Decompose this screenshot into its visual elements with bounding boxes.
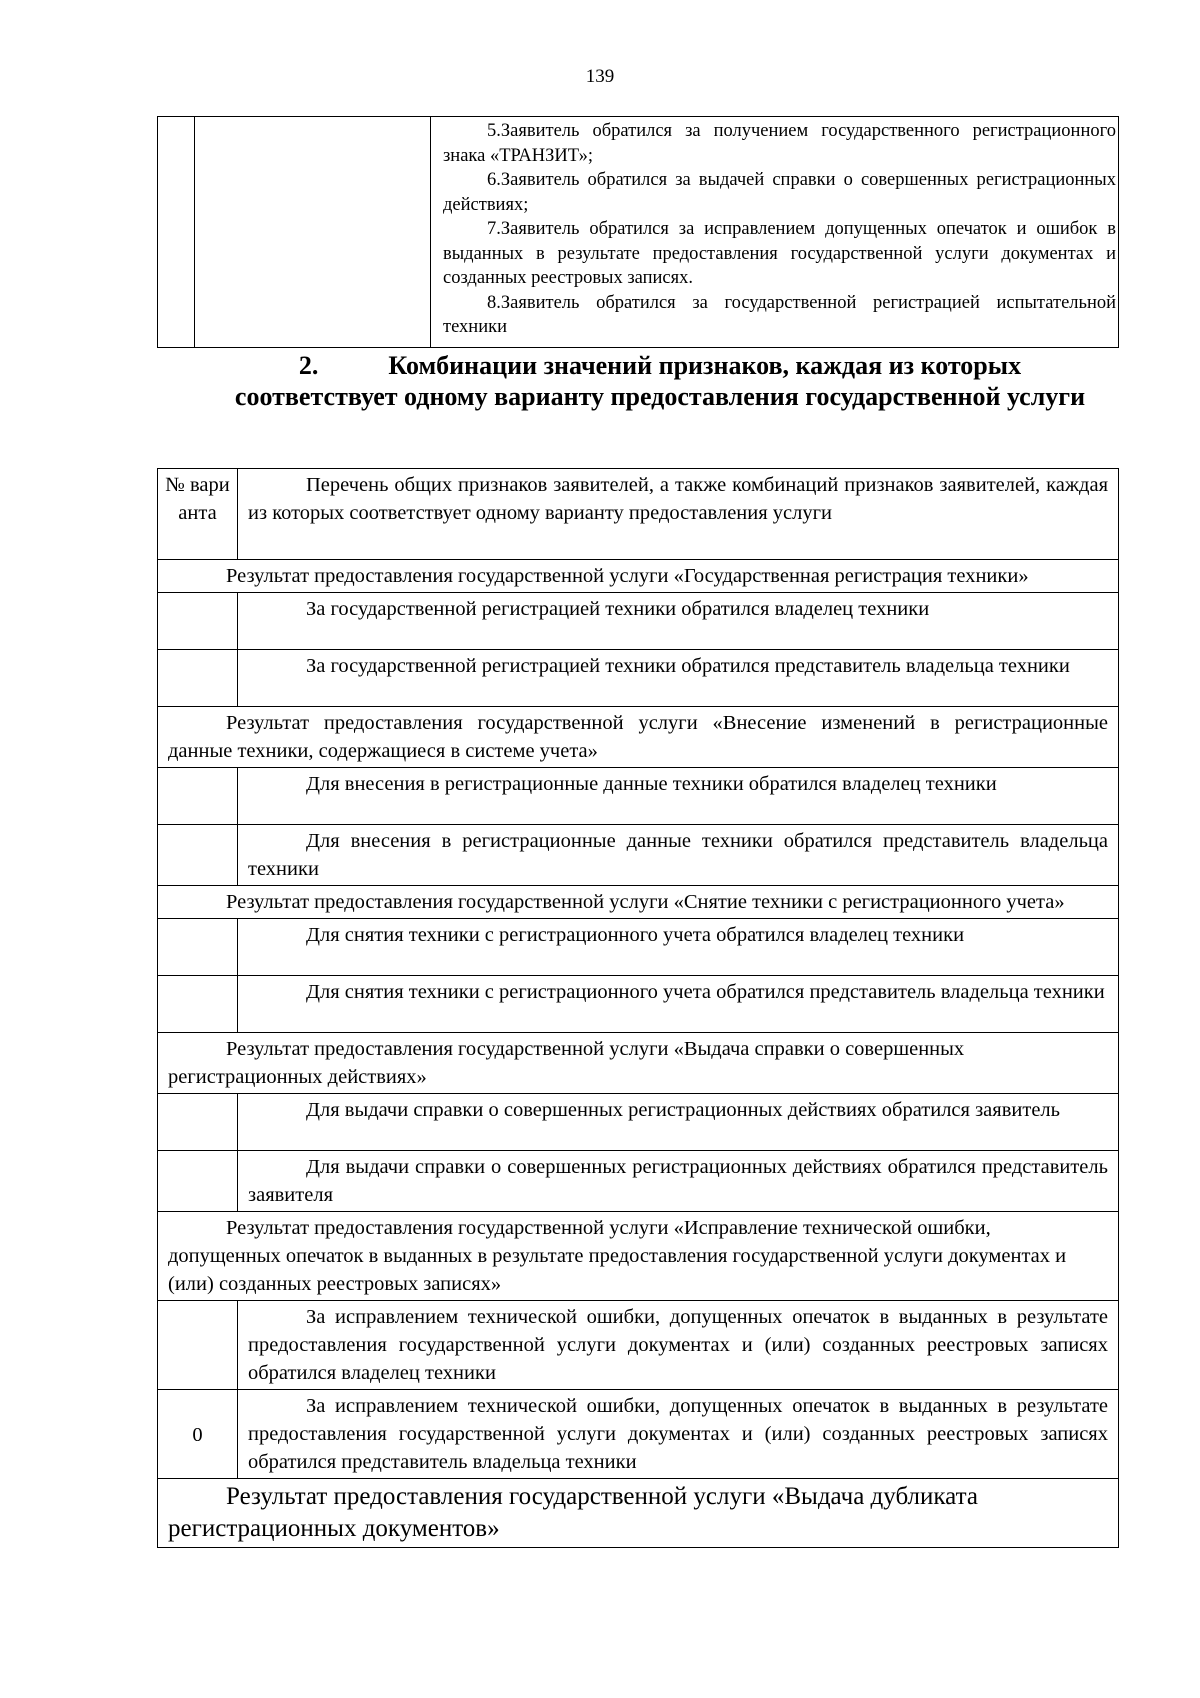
table-row — [158, 976, 1119, 1033]
table-row — [158, 593, 1119, 650]
criteria-item: 6.Заявитель обратился за выдачей справки о совершенных регистрационных действиях; — [443, 170, 1116, 215]
section-heading — [230, 350, 1090, 412]
criteria-item: 7.Заявитель обратился за исправлением допущенных опечаток и ошибок в выданных в результате предоставления государственной услуги документах и созданных реестровых записях. — [443, 219, 1116, 288]
variant-text-content: Для внесения в регистрационные данные техники обратился представитель владельца техники — [248, 830, 1108, 880]
result-text: Результат предоставления государственной услуги «Внесение изменений в регистрационные данные техники, содержащиеся в системе учета» — [168, 712, 1108, 762]
variant-text-content: Для снятия техники с регистрационного учета обратился владелец техники — [306, 924, 965, 946]
result-cell — [158, 1479, 1119, 1548]
criteria-header — [238, 469, 1119, 560]
section-title: Комбинации значений признаков, каждая из которых соответствует одному варианту предоставления государственной услуги — [234, 351, 1086, 411]
variant-number — [158, 976, 238, 1033]
variant-text — [238, 1094, 1119, 1151]
variant-text-content: За исправлением технической ошибки, допущенных опечаток в выданных в результате предоставления государственной услуги документах и (или) созданных реестровых записях обратился представитель владельца техники — [248, 1395, 1108, 1473]
variant-number — [158, 919, 238, 976]
variant-number — [158, 1301, 238, 1390]
variant-text-content: Для снятия техники с регистрационного учета обратился представитель владельца техники — [306, 981, 1105, 1003]
result-row — [158, 886, 1119, 919]
variants-table — [157, 468, 1119, 1548]
table-row — [158, 919, 1119, 976]
variant-number — [158, 768, 238, 825]
result-row — [158, 1479, 1119, 1548]
variant-text-content: Для выдачи справки о совершенных регистрационных действиях обратился представитель заявителя — [248, 1156, 1108, 1206]
variant-text — [238, 768, 1119, 825]
section-number: 2. — [298, 351, 319, 380]
variant-number: 0 — [158, 1390, 238, 1479]
result-row — [158, 560, 1119, 593]
variant-number — [158, 650, 238, 707]
table-header-row — [158, 469, 1119, 560]
variant-number — [158, 1151, 238, 1212]
empty-cell — [195, 117, 431, 348]
variant-number — [158, 1094, 238, 1151]
result-row — [158, 1212, 1119, 1301]
result-text: Результат предоставления государственной услуги «Государственная регистрация техники» — [226, 565, 1029, 587]
variant-text-content: За государственной регистрацией техники обратился владелец техники — [306, 598, 930, 620]
result-cell — [158, 886, 1119, 919]
variant-text — [238, 1151, 1119, 1212]
result-text: Результат предоставления государственной услуги «Выдача справки о совершенных регистрационных действиях» — [168, 1038, 965, 1088]
variant-text-content: Для выдачи справки о совершенных регистрационных действиях обратился заявитель — [306, 1099, 1060, 1121]
variant-text — [238, 976, 1119, 1033]
criteria-item: 5.Заявитель обратился за получением государственного регистрационного знака «ТРАНЗИТ»; — [443, 121, 1116, 166]
table-row — [158, 1151, 1119, 1212]
variant-text — [238, 1301, 1119, 1390]
result-text: Результат предоставления государственной услуги «Снятие техники с регистрационного учета» — [226, 891, 1065, 913]
variant-text — [238, 919, 1119, 976]
result-cell — [158, 1212, 1119, 1301]
table-row — [158, 825, 1119, 886]
variant-text-content: Для внесения в регистрационные данные техники обратился владелец техники — [306, 773, 997, 795]
variant-text — [238, 593, 1119, 650]
variant-number-header: № вари анта — [158, 469, 238, 560]
criteria-list-cell — [431, 117, 1119, 348]
variant-text-content: За исправлением технической ошибки, допущенных опечаток в выданных в результате предоставления государственной услуги документах и (или) созданных реестровых записях обратился владелец техники — [248, 1306, 1108, 1384]
result-text: Результат предоставления государственной услуги «Исправление технической ошибки, допущенных опечаток в выданных в результате предоставления государственной услуги документах и (или) созданных реестровых записях» — [168, 1217, 1067, 1295]
variant-text — [238, 650, 1119, 707]
table-row — [158, 1301, 1119, 1390]
variant-number — [158, 825, 238, 886]
table-row — [158, 1094, 1119, 1151]
criteria-item: 8.Заявитель обратился за государственной регистрацией испытательной техники — [443, 292, 1116, 337]
applicant-criteria-table — [157, 116, 1119, 348]
empty-cell — [158, 117, 195, 348]
table-row — [158, 650, 1119, 707]
result-row — [158, 1033, 1119, 1094]
table-row — [158, 1390, 1119, 1479]
result-row — [158, 707, 1119, 768]
table-row — [158, 768, 1119, 825]
result-text: Результат предоставления государственной услуги «Выдача дубликата регистрационных документов» — [168, 1483, 978, 1542]
result-cell — [158, 707, 1119, 768]
variant-number — [158, 593, 238, 650]
criteria-header-text: Перечень общих признаков заявителей, а также комбинаций признаков заявителей, каждая из которых соответствует одному варианту предоставления услуги — [248, 474, 1108, 524]
result-cell — [158, 1033, 1119, 1094]
result-cell — [158, 560, 1119, 593]
variant-text-content: За государственной регистрацией техники обратился представитель владельца техники — [306, 655, 1070, 677]
page-number: 139 — [585, 66, 615, 87]
variant-text — [238, 1390, 1119, 1479]
variant-text — [238, 825, 1119, 886]
